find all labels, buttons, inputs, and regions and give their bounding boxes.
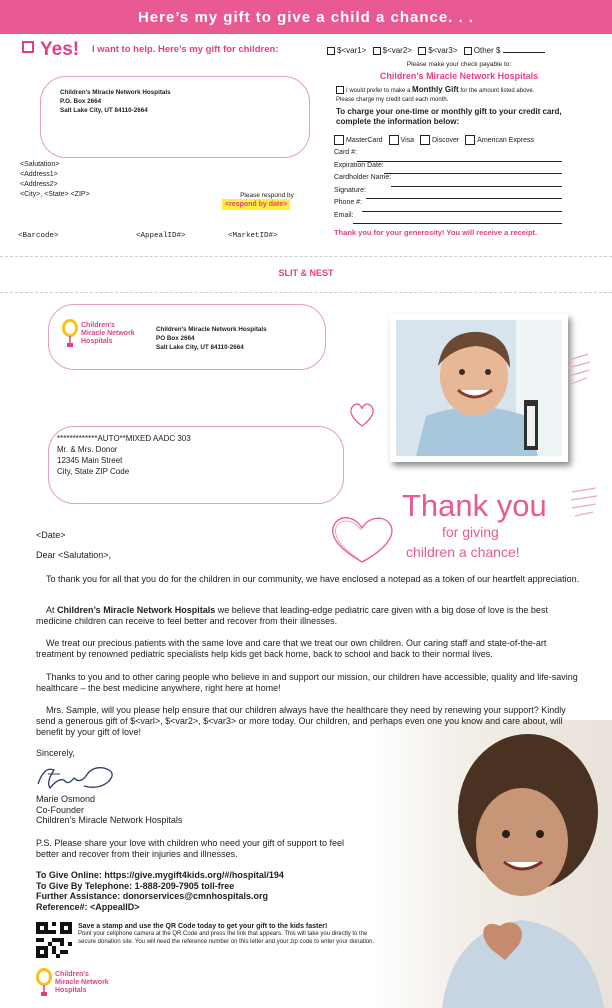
monthly-text: I would prefer to make a (346, 88, 413, 94)
give-phone-line[interactable]: To Give By Telephone: 1-888-209-7905 toll-free (36, 880, 235, 891)
balloon-logo-icon (62, 319, 78, 349)
discover-checkbox[interactable] (420, 135, 430, 145)
letter-paragraph-1: To thank you for all that you do for the children in our community, we have enclosed a notepad as a token of our heartfelt appreciation. (46, 574, 580, 584)
respond-by-label: Please respond by (240, 192, 294, 199)
charge-instructions (336, 107, 562, 127)
signer-org: Children’s Miracle Network Hospitals (36, 815, 183, 825)
email-field[interactable] (353, 212, 562, 225)
gift-option-1: $<var1> (337, 46, 367, 55)
logo-text (81, 322, 135, 346)
city-state-zip-field: <City>, <State> <ZIP> (20, 191, 90, 198)
thank-you-subline-1: for giving (442, 524, 499, 540)
slit-and-nest-label: SLIT & NEST (278, 268, 334, 278)
want-to-help-text: I want to help. Here’s my gift for children: (92, 44, 279, 55)
gift-option-3-checkbox[interactable] (418, 47, 426, 55)
assistance-email-line[interactable]: Further Assistance: donorservices@cmnhospitals.org (36, 891, 269, 901)
address-line: P.O. Box 2664 (60, 98, 102, 105)
cardholder-field[interactable] (391, 174, 562, 187)
mastercard-checkbox[interactable] (334, 135, 344, 145)
perforation-line (0, 292, 612, 293)
monthly-text-post: for the amount listed above. (458, 88, 535, 94)
signature-field[interactable] (366, 187, 562, 200)
letter-salutation: Dear <Salutation>, (36, 550, 112, 560)
card-label: Discover (431, 136, 460, 144)
market-id-field: <MarketID#> (228, 232, 278, 240)
reply-return-address (60, 88, 171, 115)
logo-line: Hospitals (81, 338, 113, 345)
address-line: Children's Miracle Network Hospitals (60, 89, 171, 96)
phone-label: Phone #: (334, 199, 363, 206)
signer-name: Marie Osmond (36, 794, 96, 804)
expiration-field[interactable] (384, 162, 562, 175)
salutation-field: <Salutation> (20, 161, 60, 168)
qr-instructions (78, 923, 378, 946)
charge-line: To charge your one-time or monthly gift to your credit card, (336, 107, 562, 116)
address-line: Salt Lake City, UT 84110-2664 (156, 344, 244, 351)
donor-address-fields (20, 160, 90, 200)
gift-option-other: Other $ (473, 46, 501, 55)
expiration-label: Expiration Date: (334, 161, 384, 169)
give-online-line[interactable]: To Give Online: https://give.mygift4kids.org/#/hospital/194 (36, 870, 284, 880)
address2-field: <Address2> (20, 181, 58, 188)
postscript: P.S. Please share your love with children who need your gift of support to feel better and recover from their injuries and illnesses. (36, 838, 345, 859)
thank-you-subline-2: children a chance! (406, 544, 520, 560)
logo-line: Miracle Network (55, 979, 109, 986)
logo-line: Children's (81, 322, 115, 329)
logo-text (55, 971, 109, 995)
card-number-label: Card #: (334, 149, 357, 156)
monthly-note: Please charge my credit card each month. (336, 97, 449, 103)
address-line: Children's Miracle Network Hospitals (156, 326, 267, 333)
thank-you-receipt-text: Thank you for your generosity! You will receive a receipt. (334, 228, 538, 237)
heart-sketch-icon (326, 512, 398, 566)
girl-photo-image (372, 720, 612, 1008)
gift-option-3: $<var3> (428, 46, 458, 55)
mailing-address (57, 433, 191, 477)
gift-option-1-checkbox[interactable] (327, 47, 335, 55)
p2-org-name: Children’s Miracle Network Hospitals (57, 605, 216, 615)
email-label: Email: (334, 211, 354, 219)
amex-checkbox[interactable] (465, 135, 475, 145)
visa-checkbox[interactable] (389, 135, 399, 145)
address-line: PO Box 2664 (156, 335, 195, 342)
letter-paragraph-3: We treat our precious patients with the same love and care that we treat our own children. Our caring staff and state-of-the-art treatment by renowned pediatric specialists help kids get back home, back to school and back to their normal lives. (36, 638, 547, 659)
qr-heading: Save a stamp and use the QR Code today to get your gift to the kids faster! (78, 923, 328, 930)
qr-body: Point your cellphone camera at the QR Code and press the link that appears. This will take you directly to the secure donation site. You will need the reference number on this letter and your zip code to enter your donation. (78, 931, 375, 945)
address-line: Salt Lake City, UT 84110-2664 (60, 107, 148, 114)
card-fields (334, 149, 562, 224)
perforation-line (0, 256, 612, 257)
banner-text: Here’s my gift to give a child a chance. . . (137, 9, 475, 26)
check-payable-text: Please make your check payable to: (406, 61, 512, 68)
phone-field[interactable] (362, 199, 562, 212)
logo-line: Miracle Network (81, 330, 135, 337)
outer-return-address (156, 325, 267, 352)
letter-paragraph-5: Mrs. Sample, will you please help ensure that our children always have the healthcare they need by renewing your support? Kindly send a generous gift of $<varl>, $<var2>, $<var3> or more today. Our children, and perhaps even one you know and care about, will benefit by your gift of love! (36, 705, 566, 737)
giving-info (36, 870, 284, 912)
other-amount-field[interactable] (503, 52, 545, 53)
letter-date: <Date> (36, 530, 66, 540)
signature-label: Signature: (334, 186, 366, 194)
gift-option-2-checkbox[interactable] (373, 47, 381, 55)
monthly-gift-option (336, 85, 534, 94)
presort-line: *************AUTO**MIXED AADC 303 (57, 434, 191, 443)
p2-post: we believe that leading-edge pediatric care given with a big dose of love is the best medicine children can receive to feel better and recover from their illnesses. (36, 605, 548, 626)
donor-name: Mr. & Mrs. Donor (57, 445, 118, 454)
p2-pre: At (46, 605, 58, 615)
heart-outline-icon (348, 402, 376, 428)
yes-checkbox[interactable] (22, 41, 34, 53)
heart-stripes-icon (566, 352, 592, 392)
charge-line: complete the information below: (336, 117, 460, 126)
thank-you-heading: Thank you (402, 488, 547, 523)
monthly-gift-checkbox[interactable] (336, 86, 344, 94)
respond-by-date: <respond by date> (222, 199, 290, 210)
gift-option-other-checkbox[interactable] (464, 47, 472, 55)
card-type-options (334, 135, 534, 145)
card-number-field[interactable] (357, 149, 562, 162)
yes-label: Yes! (40, 39, 80, 60)
letter-closing: Sincerely, (36, 748, 75, 758)
girl-photo (372, 720, 612, 1008)
reference-line: Reference#: <AppealID> (36, 901, 140, 912)
boy-photo-image (396, 320, 562, 456)
donor-city: City, State ZIP Code (57, 467, 130, 476)
logo-line: Children's (55, 971, 89, 978)
payee-name: Children’s Miracle Network Hospitals (379, 71, 539, 81)
barcode-field: <Barcode> (18, 232, 59, 240)
cmn-logo-footer (36, 968, 109, 998)
logo-line: Hospitals (55, 987, 87, 994)
address1-field: <Address1> (20, 171, 58, 178)
donor-street: 12345 Main Street (57, 456, 123, 465)
gift-amount-options (327, 46, 545, 55)
card-label: MasterCard (346, 136, 383, 144)
letter-paragraph-2 (36, 605, 582, 627)
signer-title: Co-Founder (36, 804, 85, 815)
signature-image (34, 760, 124, 794)
signer-block (36, 794, 182, 826)
cardholder-label: Cardholder Name: (334, 174, 392, 181)
heart-stripes-icon (568, 486, 600, 522)
qr-code-icon[interactable] (36, 922, 72, 958)
monthly-emphasis: Monthly Gift (412, 85, 459, 94)
balloon-logo-icon (36, 968, 52, 998)
card-label: American Express (477, 136, 534, 144)
appeal-id-field: <AppealID#> (136, 232, 186, 240)
card-label: Visa (400, 136, 415, 144)
gift-option-2: $<var2> (382, 46, 412, 55)
cmn-logo (62, 319, 135, 349)
letter-paragraph-4: Thanks to you and to other caring people who believe in and support our mission, our children have accessible, quality and life-saving healthcare – the best medicine anywhere, right here at home! (36, 672, 578, 693)
boy-photo (390, 314, 568, 462)
